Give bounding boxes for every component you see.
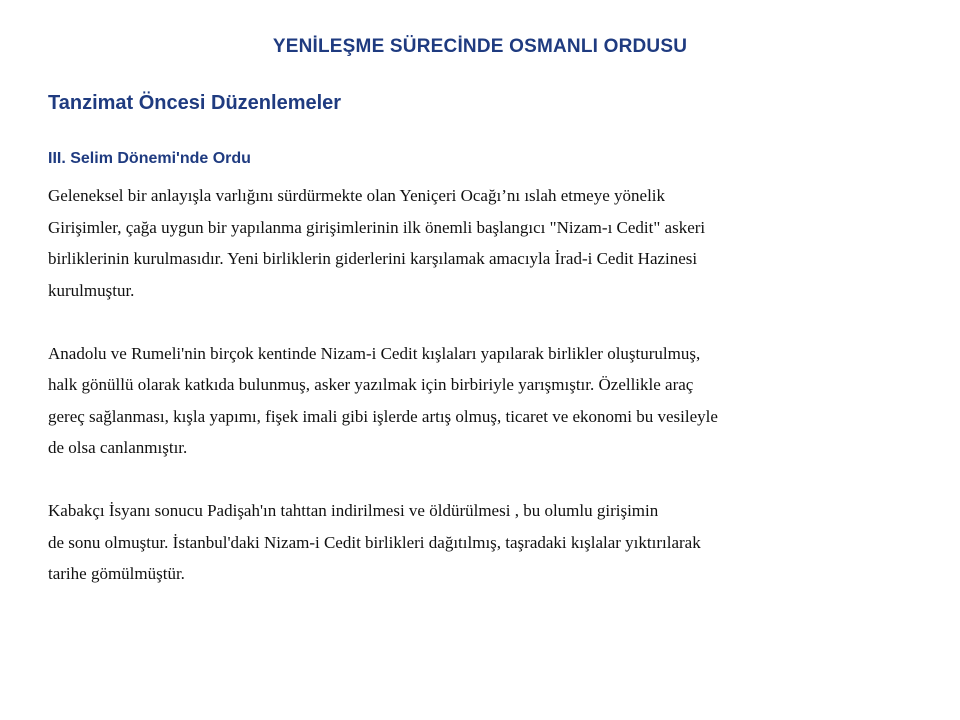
page-title: YENİLEŞME SÜRECİNDE OSMANLI ORDUSU (272, 36, 688, 57)
text-line: tarihe gömülmüştür. (48, 564, 185, 583)
text-line: de sonu olmuştur. İstanbul'daki Nizam-i Cedit birlikleri dağıtılmış, taşradaki kışlalar yıktırılarak (48, 532, 701, 552)
body-text (48, 180, 908, 621)
paragraph-3 (48, 495, 908, 590)
text-line: kurulmuştur. (48, 280, 135, 300)
paragraph-2 (48, 338, 908, 464)
subsection-heading: III. Selim Dönemi'nde Ordu (48, 150, 251, 167)
section-heading: Tanzimat Öncesi Düzenlemeler (48, 92, 342, 114)
text-line: de olsa canlanmıştır. (48, 438, 188, 457)
text-line: Geleneksel bir anlayışla varlığını sürdürmekte olan Yeniçeri Ocağı’nı ıslah etmeye yönelik (48, 186, 666, 205)
text-line: Girişimler, çağa uygun bir yapılanma girişimlerinin ilk önemli başlangıcı "Nizam-ı Cedit" askeri (48, 217, 706, 237)
text-line: gereç sağlanması, kışla yapımı, fişek imali gibi işlerde artış olmuş, ticaret ve ekonomi bu vesileyle (48, 406, 718, 426)
text-line: halk gönüllü olarak katkıda bulunmuş, asker yazılmak için birbiriyle yarışmıştır. Özellikle araç (48, 375, 694, 394)
text-line: birliklerinin kurulmasıdır. Yeni birliklerin giderlerini karşılamak amacıyla İrad-i Cedit Hazinesi (48, 249, 698, 268)
text-line: Kabakçı İsyanı sonucu Padişah'ın tahttan indirilmesi ve öldürülmesi , bu olumlu girişimin (48, 501, 659, 520)
text-line: Anadolu ve Rumeli'nin birçok kentinde Nizam-i Cedit kışlaları yapılarak birlikler oluşturulmuş, (48, 343, 701, 363)
paragraph-1 (48, 180, 908, 306)
